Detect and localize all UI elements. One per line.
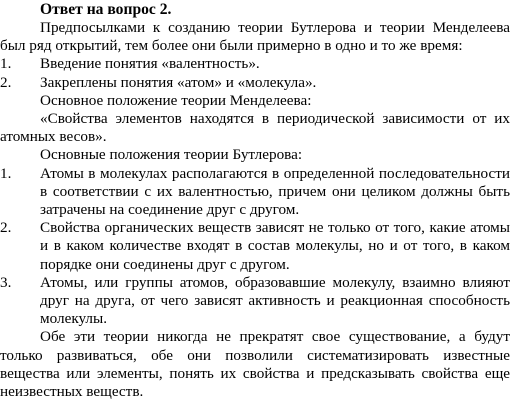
list-number: 3. xyxy=(0,273,12,291)
list-number: 1. xyxy=(0,164,12,182)
intro-paragraph: Предпосылками к созданию теории Бутлерова и теории Менделеева был ряд открытий, тем более они были примерно в одно и то же время: xyxy=(0,19,510,55)
list-item xyxy=(0,219,510,274)
list-item xyxy=(0,74,510,92)
list-number: 1. xyxy=(0,55,12,73)
list-text: Закреплены понятия «атом» и «молекула». xyxy=(40,73,317,91)
list-text: Введение понятия «валентность». xyxy=(40,55,260,73)
mendeleev-quote: «Свойства элементов находятся в периодической зависимости от их атомных весов». xyxy=(0,110,510,146)
butlerov-heading: Основные положения теории Бутлерова: xyxy=(40,146,303,164)
list-number: 2. xyxy=(0,219,12,237)
answer-title: Ответ на вопрос 2. xyxy=(40,1,172,18)
list-number: 2. xyxy=(0,73,12,91)
list-item xyxy=(0,274,510,329)
list-text: Атомы в молекулах располагаются в определенной последовательности в соответствии с их валентностью, причем они целиком должны быть затрачены на соединение друг с другом. xyxy=(40,164,510,219)
list-item xyxy=(0,55,510,73)
list-text: Атомы, или группы атомов, образовавшие молекулу, взаимно влияют друг на друга, от чего зависят активность и реакционная способность молекулы. xyxy=(40,273,510,328)
butlerov-points-list xyxy=(0,165,510,329)
conclusion-paragraph: Обе эти теории никогда не прекратят свое существование, а будут только развиваться, обе они позволили систематизировать известные вещества или элементы, понять их свойства и предсказывать свойства еще неизвестных веществ. xyxy=(0,328,510,401)
discoveries-list xyxy=(0,55,510,91)
list-text: Свойства органических веществ зависят не только от того, какие атомы и в каком количестве входят в состав молекулы, но и от того, в каком порядке они соединены друг с другом. xyxy=(40,219,510,273)
mendeleev-heading: Основное положение теории Менделеева: xyxy=(40,91,312,109)
list-item xyxy=(0,165,510,220)
